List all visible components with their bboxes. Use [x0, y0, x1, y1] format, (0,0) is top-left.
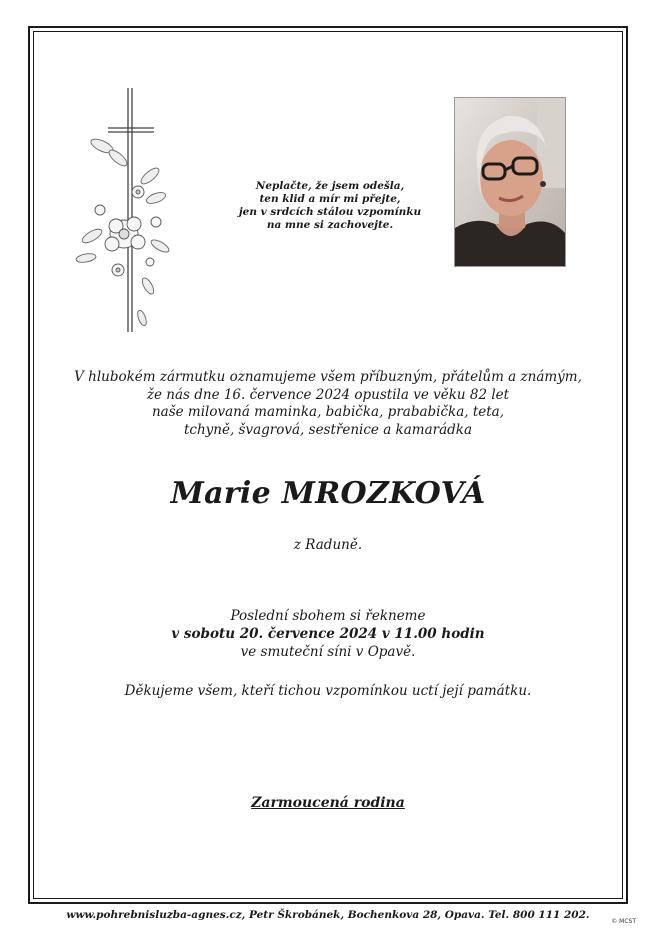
funeral-details — [33, 607, 623, 661]
thanks-text: Děkujeme všem, kteří tichou vzpomínkou uctí její památku. — [124, 683, 532, 699]
announcement-line: že nás dne 16. července 2024 opustila ve věku 82 let — [146, 386, 510, 403]
copyright-mark: © MCST — [611, 918, 636, 925]
verse-line: jen v srdcích stálou vzpomínku — [238, 206, 422, 218]
verse-line: na mne si zachovejte. — [266, 219, 394, 231]
announcement-line: V hlubokém zármutku oznamujeme všem příbuzným, přátelům a známým, — [74, 369, 582, 385]
deceased-name: Marie MROZKOVÁ — [170, 476, 486, 511]
announcement-line: naše milovaná maminka, babička, prababička, teta, — [151, 404, 505, 420]
verse-line: ten klid a mír mi přejte, — [259, 193, 401, 205]
origin: z Raduně. — [293, 537, 363, 553]
funeral-line: Poslední sbohem si řekneme — [230, 608, 426, 624]
announcement-line: tchyně, švagrová, sestřenice a kamarádka — [183, 421, 472, 438]
funeral-place: ve smuteční síni v Opavě. — [240, 644, 416, 660]
verse-line: Neplačte, že jsem odešla, — [255, 180, 405, 192]
portrait-photo — [454, 97, 566, 267]
announcement-text — [33, 369, 623, 439]
cross-with-flowers-icon — [72, 86, 182, 336]
funeral-date: v sobotu 20. července 2024 v 11.00 hodin — [171, 626, 485, 642]
footer-contact: www.pohrebnisluzba-agnes.cz, Petr Škrobánek, Bochenkova 28, Opava. Tel. 800 111 202. — [66, 909, 590, 921]
signature: Zarmoucená rodina — [251, 795, 405, 811]
verse — [225, 180, 435, 232]
